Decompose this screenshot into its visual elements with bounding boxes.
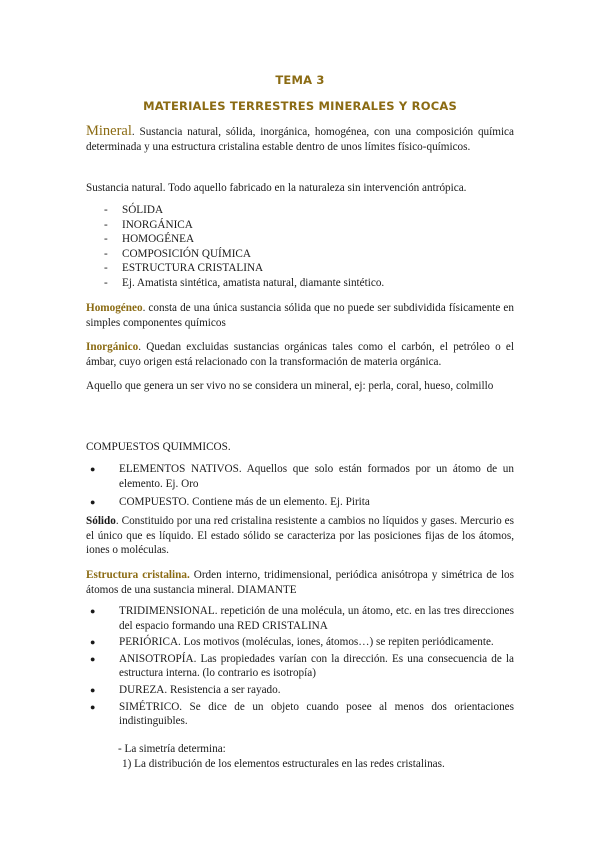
compuestos-heading: COMPUESTOS QUIMMICOS. <box>86 441 231 453</box>
properties-list <box>104 203 524 291</box>
homogeneo-definition <box>86 301 514 330</box>
estructura-label: Estructura cristalina. <box>86 569 190 581</box>
homogeneo-text: . consta de una única sustancia sólida que no puede ser subdividida físicamente en simples componentes químicos <box>86 302 514 329</box>
mineral-label: Mineral <box>86 123 132 139</box>
list-item: ● TRIDIMENSIONAL. repetición de una molécula, un átomo, etc. en las tres direcciones del espacio formando una RED CRISTALINA <box>90 605 514 632</box>
solido-text: . Constituido por una red cristalina resistente a cambios no líquidos y gases. Mercurio es el único que es líquido. El estado sólido se caracteriza por las posiciones fijas de los átomos, iones o moléculas. <box>86 515 514 557</box>
bullet-icon: ● <box>90 497 96 508</box>
doc-subtitle: MATERIALES TERRESTRES MINERALES Y ROCAS <box>143 99 457 113</box>
estructura-list <box>86 604 514 729</box>
list-item: - Ej. Amatista sintética, amatista natural, diamante sintético. <box>104 276 385 289</box>
list-item: - ESTRUCTURA CRISTALINA <box>104 262 264 275</box>
inorganico-definition <box>86 340 514 369</box>
list-item: ● COMPUESTO. Contiene más de un elemento. Ej. Pirita <box>90 496 370 509</box>
list-item: - SÓLIDA <box>104 204 164 216</box>
list-item: - HOMOGÉNEA <box>104 233 195 246</box>
list-item: ● DUREZA. Resistencia a ser rayado. <box>90 683 281 696</box>
compuestos-list <box>86 462 514 510</box>
estructura-text: Orden interno, tridimensional, periódica anisótropa y simétrica de los átomos de una sustancia mineral. DIAMANTE <box>86 569 514 596</box>
ser-vivo-paragraph: Aquello que genera un ser vivo no se considera un mineral, ej: perla, coral, hueso, colmillo <box>86 380 494 392</box>
bullet-icon: ● <box>90 637 96 648</box>
list-item: - INORGÁNICA <box>104 218 193 231</box>
mineral-definition <box>86 124 514 154</box>
list-item: - COMPOSICIÓN QUÍMICA <box>104 247 251 260</box>
list-item: ● SIMÉTRICO. Se dice de un objeto cuando posee al menos dos orientaciones indistinguibles. <box>90 700 514 728</box>
bullet-icon: ● <box>90 653 96 664</box>
homogeneo-label: Homogéneo <box>86 302 143 314</box>
list-item: ● ANISOTROPÍA. Las propiedades varían con la dirección. Es una consecuencia de la estructura interna. (lo contrario es isotropía) <box>90 652 514 680</box>
bullet-icon: ● <box>90 464 96 474</box>
natural-definition: Sustancia natural. Todo aquello fabricado en la naturaleza sin intervención antrópica. <box>86 182 467 194</box>
mineral-text: . Sustancia natural, sólida, inorgánica, homogénea, con una composición química determinada y una estructura cristalina estable dentro de unos límites físico-químicos. <box>86 126 514 153</box>
simetria-item: 1) La distribución de los elementos estructurales en las redes cristalinas. <box>122 758 445 770</box>
list-item: ● PERIÓRICA. Los motivos (moléculas, iones, átomos…) se repiten periódicamente. <box>90 636 494 649</box>
solido-definition <box>86 514 514 558</box>
bullet-icon: ● <box>90 684 96 695</box>
doc-title: TEMA 3 <box>275 73 325 87</box>
bullet-icon: ● <box>90 606 96 616</box>
inorganico-label: Inorgánico <box>86 341 139 353</box>
list-item: ● ELEMENTOS NATIVOS. Aquellos que solo están formados por un átomo de un elemento. Ej. Oro <box>90 463 514 490</box>
bullet-icon: ● <box>90 701 96 712</box>
solido-label: Sólido <box>86 515 116 527</box>
inorganico-text: . Quedan excluidas sustancias orgánicas tales como el carbón, el petróleo o el ámbar, cuyo origen está relacionado con la transformación de materia orgánica. <box>86 341 514 368</box>
estructura-definition <box>86 568 514 597</box>
simetria-line: - La simetría determina: <box>118 743 226 755</box>
